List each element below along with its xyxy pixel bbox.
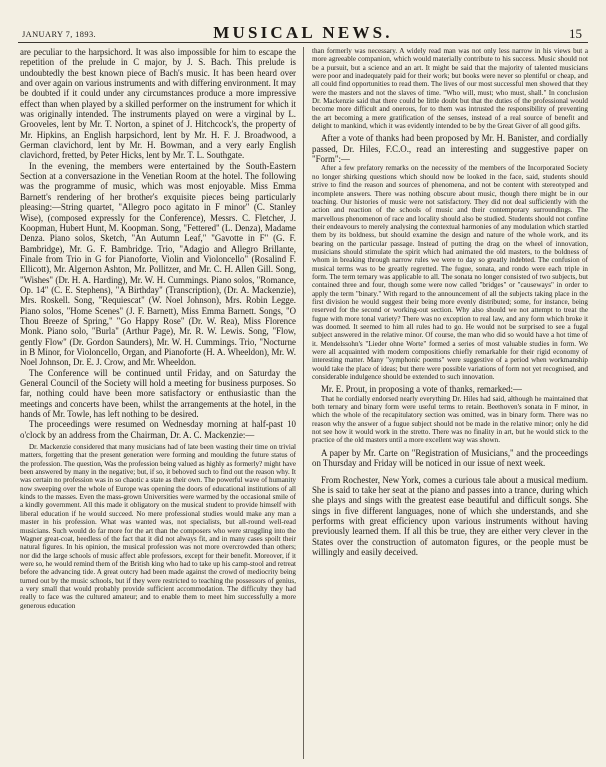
left-paragraph-harpsichord: are peculiar to the harpsichord. It was also impossible for him to escape the repetition of the prelude in C major, by J. S. Bach. This prelude is undoubtedly the best known piece of Bach's music. It has been heard over and over again on various instruments and with differing environment. It may be doubted if it could under any circumstances produce a more impressive effect than when played by a skilled performer on the instrument for which it was originally intended. The instruments played on were a virginal by L. Grooveles, lent by Mr. T. Norton, a spinet of J. Hitchcock's, the property of Mr. Hipkins, an English harpsichord, lent by Mr. H. F. J. Broadwood, a German clavichord, lent by Mr. H. Bowman, and a very early English clavichord, fretted, by Peter Hicks, lent by Mr. T. L. Southgate. bbox=[20, 47, 296, 161]
right-paragraph-carte-notice: A paper by Mr. Carte on "Registration of Musicians," and the proceedings on Thursday and Friday will be noticed in our issue of next week. bbox=[312, 447, 588, 469]
left-paragraph-mackenzie-address: Dr. Mackenzie considered that many musicians had of late been wasting their time on trivial matters, forgetting that the present generation were forming and moulding the future status of the profession. The question, Was the profession being valued as highly as formerly? might have been answered by many in the negative; but, if so, it behoved such to find out the reason why. It was certain no profession was in so chaotic a state as their own. The powerful wave of humanity now sweeping over the whole of Europe was opening the doors of educational institutions of all kinds to the masses. Even the mass-grown Universities were warmed by the occasional smile of a kindly government. All this made it obligatory on the musical student to provide himself with liberal education if he would succeed. No mere professional studies would make any man a master in his profession. What was wanted was, not specialists, but all-round well-read musicians. Such would do far more for the art than the composers who were struggling into the Wagner great-coat, heedless of the fact that it did not always fit, and in many cases spoilt their natural figures. In his opinion, the musical profession was not more overcrowded than others; nor did the large schools of music affect able professors, except for their benefit. Moreover, if it were so, he would remind them of the British king who had to take up his camp-stool and retreat before the advancing tide. A great outcry had been made against the crowd of mediocrity being turned out by the music schools, but if they were restricted to teaching the possessors of genius, a very small that would probably provide sufficient accommodation. The difficulty they had really to face was the cultured amateur; and to enable them to meet him successfully a more generous education bbox=[20, 443, 296, 610]
masthead-title: MUSICAL NEWS. bbox=[213, 23, 393, 42]
page-header bbox=[18, 20, 588, 43]
column-divider bbox=[303, 47, 304, 759]
left-paragraph-conference: The Conference will be continued until Friday, and on Saturday the General Council of the Society will hold a meeting for business purposes. So far, nothing could have been more satisfactory or enthusiastic than the meetings and concerts have been, whilst the arrangements at the hotel, in the hands of Mr. Towle, has left nothing to be desired. bbox=[20, 367, 296, 420]
right-column bbox=[312, 47, 588, 767]
right-paragraph-prout-remarks: That he cordially endorsed nearly everything Dr. Hiles had said, although he maintained that both ternary and binary form were useful terms to retain. Beethoven's sonata in F minor, in which the whole of the recapitulatory section was omitted, was in binary form. There was no reason why the answer of a fugue subject should not be made in the relative minor; only he did not see how it would work in the stretto. There was no finality in art, but he would stick to the practice of the old masters until a more excellent way was shown. bbox=[312, 394, 588, 445]
page-number: 15 bbox=[569, 26, 582, 41]
header-date: JANUARY 7, 1893. bbox=[22, 30, 97, 39]
right-paragraph-address-continued: than formerly was necessary. A widely read man was not only less narrow in his views but a more agreeable companion, which would materially contribute to his success. Music should not be a pursuit, but a science and an art. It might be said that the majority of talented musicians were poor and inadequately paid for their work; but books were never so plentiful or cheap, and all could find opportunities to read them. The lives of our most successful men showed that they were the masters and not the slaves of time. "Who will, must; who must, shall." In conclusion Dr. Mackenzie said that there could be little doubt but that the duties of the professional would become more difficult and onerous, for to them was intrusted the responsibility of preventing the art becoming a mere gratification of the senses, instead of a real source of benefit and delight to mankind, which it was evidently intended to be by the Great Giver of all good gifts. bbox=[312, 47, 588, 131]
left-column bbox=[20, 47, 296, 767]
right-paragraph-vote-of-thanks: After a vote of thanks had been proposed by Mr. H. Banister, and cordially passed, Dr. Hiles, F.C.O., read an interesting and suggestive paper on "Form":— bbox=[312, 133, 588, 165]
right-paragraph-form-paper: After a few prefatory remarks on the necessity of the members of the Incorporated Society no longer shirking questions which should now be looked in the face, said, students should strive to find the reason and sources of phenomena, and not be content with stereotyped and incomplete answers. There was nothing obscure about music, though there might be in our teaching. Our histories of music were not satisfactory. They did not deal sufficiently with the action and reaction of the schools of music and their contemporary surroundings. The marvellous phenomenon of race and locality should also be studied. Students should not confine their endeavours to merely analysing the contextual harmonies of any modulation which startled them by its boldness, but should examine the design and nature of the whole work, and its bearing on the particular passage. Instead of putting the drag on the wheel of innovation, musicians should stimulate the spirit which had animated the old masters, to the boldness of whom in breaking through narrow rules we were to day so greatly indebted. The confusion of musical terms was to be greatly regretted. The fugue, sonata, and rondo were each triple in form. The term ternary was applicable to all. The sonata no longer consisted of two subjects, but contained three and four, though some were now called "bridges" or "causeways" in order to apply the term "binary." With regard to the announcement of all the subjects taking place in the first division he would suggest their being more evenly distributed; some, for instance, being reserved for the second or working-out section. Why also should we not attempt to treat the fugue with more tonal variety? There was no exception to real law, and any form which broke it was doomed. It seemed to him all rules had to go. He would not be surprised to see a fugal subject answered in the relative minor. Of course, the man who did so would have a hot time of it. Mendelssohn's "Lieder ohne Worte" formed a series of most valuable studies in form. We were all acquainted with modern compositions chiefly remarkable for their rigid economy of interesting matter. Many "symphonic poems" were suggestive of a period when workmanship would take the place of ideas; but there were possible variations of form not yet recognised, and considerable indulgence should be extended to such innovation. bbox=[312, 164, 588, 382]
article-columns bbox=[18, 47, 588, 767]
right-paragraph-prout-heading: Mr. E. Prout, in proposing a vote of thanks, remarked:— bbox=[321, 384, 522, 395]
left-paragraph-programme: In the evening, the members were entertained by the South-Eastern Section at a conversazione in the Venetian Room at the hotel. The following was the programme of music, which was most enjoyable. Miss Emma Barnett's rendering of her brother's exquisite pieces being particularly pleasing:—String quartet, "Allegro poco agitato in F minor" (C. Stanley Wise), (composed expressly for the Conference), Messrs. C. Fletcher, J. Koopman, Hubert Hunt, M. Koopman. Song, "Fettered" (L. Denza), Madame Denza. Piano solos, Sketch, "An Autumn Leaf," "Gavotte in F" (G. F. Bambridge), Mr. G. F. Bambridge. Trio, "Adagio and Allegro Brillante, Finale from Trio in G for Pianoforte, Violin and Violoncello" (Rosalind F. Ellicott), Mr. Algernon Ashton, Mr. Pollitzer, and Mr. C. H. Allen Gill. Song, "Wishes" (Dr. H. A. Harding), Mr. W. H. Cummings. Piano solos, "Romance, Op. 14" (C. E. Stephens), "A Birthday" (Transcription), (Dr. A. Mackenzie), Mrs. Roskell. Song, "Requiescat" (W. Noel Johnson), Mrs. Robin Legge. Piano solos, "Home Scenes" (J. F. Barnett), Miss Emma Barnett. Songs, "O Thou Breeze of Spring," "Go Happy Rose" (Dr. W. Rea), Miss Florence Monk. Piano solo, "Burla" (Arthur Page), Mr. R. W. Lewis. Song, "Flow, gently Flow" (Dr. Gordon Saunders), Mr. W. H. Cummings. Trio, "Nocturne in B Minor, for Violoncello, Organ, and Pianoforte (H. A. Wheeldon), Mr. W. Noel Johnson, Dr. E. J. Crow, and Mr. Wheeldon. bbox=[20, 160, 296, 368]
left-paragraph-proceedings: The proceedings were resumed on Wednesday morning at half-past 10 o'clock by an address from the Chairman, Dr. A. C. Mackenzie:— bbox=[20, 419, 296, 440]
right-paragraph-rochester-medium: From Rochester, New York, comes a curious tale about a musical medium. She is said to take her seat at the piano and passes into a trance, during which she plays and sings with the greatest ease beautiful and difficult songs. She sings in five different languages, none of which she understands, and she performs with great efficiency upon various instruments without having previously learned them. If all this be true, they are either very clever in the States over the construction of automaton figures, or the people must be willingly and easily deceived. bbox=[312, 474, 588, 557]
